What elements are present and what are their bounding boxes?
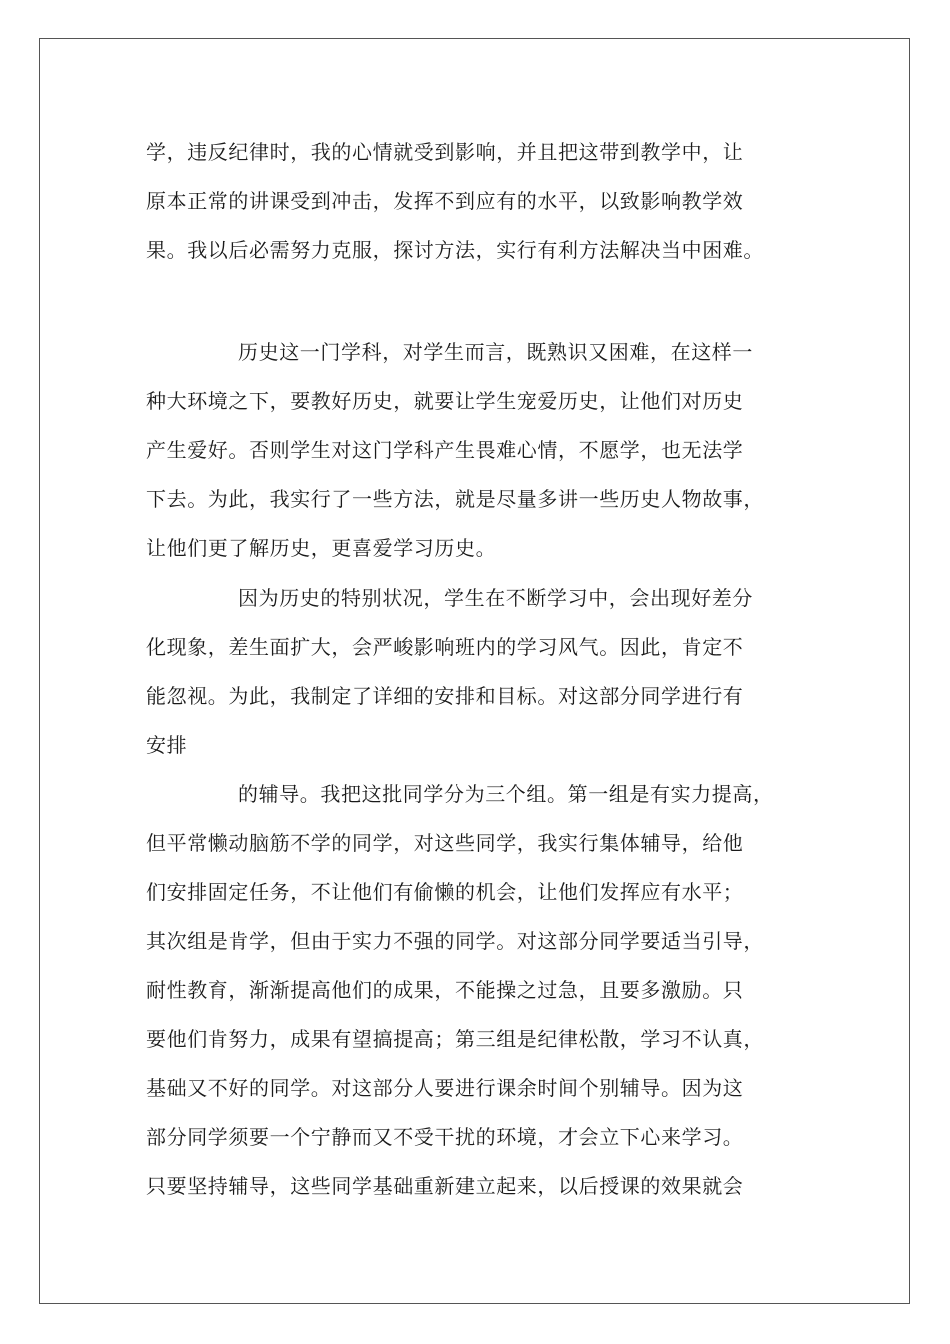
paragraph-student-differences bbox=[146, 574, 826, 770]
text-line: 种大环境之下，要教好历史，就要让学生宠爱历史，让他们对历史 bbox=[146, 389, 744, 413]
text-line: 基础又不好的同学。对这部分人要进行课余时间个别辅导。因为这 bbox=[146, 1076, 744, 1100]
text-line: 能忽视。为此，我制定了详细的安排和目标。对这部分同学进行有 bbox=[146, 684, 744, 708]
text-line: 让他们更了解历史，更喜爱学习历史。 bbox=[146, 536, 497, 560]
text-line: 果。我以后必需努力克服，探讨方法，实行有利方法解决当中困难。 bbox=[146, 238, 764, 262]
text-line: 耐性教育，渐渐提高他们的成果，不能操之过急，且要多激励。只 bbox=[146, 978, 744, 1002]
text-line: 原本正常的讲课受到冲击，发挥不到应有的水平，以致影响教学效 bbox=[146, 189, 744, 213]
text-line: 历史这一门学科，对学生而言，既熟识又困难，在这样一 bbox=[238, 340, 753, 364]
text-line: 产生爱好。否则学生对这门学科产生畏难心情，不愿学，也无法学 bbox=[146, 438, 744, 462]
text-line: 其次组是肯学，但由于实力不强的同学。对这部分同学要适当引导， bbox=[146, 929, 764, 953]
paragraph-tutoring-groups bbox=[146, 770, 826, 1211]
text-line: 安排 bbox=[146, 733, 188, 757]
text-line: 学，违反纪律时，我的心情就受到影响，并且把这带到教学中，让 bbox=[146, 140, 744, 164]
text-line: 的辅导。我把这批同学分为三个组。第一组是有实力提高， bbox=[238, 782, 774, 806]
text-line: 只要坚持辅导，这些同学基础重新建立起来，以后授课的效果就会 bbox=[146, 1174, 744, 1198]
text-line: 要他们肯努力，成果有望搞提高；第三组是纪律松散，学习不认真， bbox=[146, 1027, 764, 1051]
paragraph-continuation bbox=[146, 128, 826, 275]
paragraph-history-interest bbox=[146, 328, 826, 573]
text-line: 因为历史的特别状况，学生在不断学习中，会出现好差分 bbox=[238, 586, 753, 610]
text-line: 下去。为此，我实行了一些方法，就是尽量多讲一些历史人物故事， bbox=[146, 487, 764, 511]
text-line: 化现象，差生面扩大，会严峻影响班内的学习风气。因此，肯定不 bbox=[146, 635, 744, 659]
text-line: 们安排固定任务，不让他们有偷懒的机会，让他们发挥应有水平； bbox=[146, 880, 744, 904]
text-line: 部分同学须要一个宁静而又不受干扰的环境，才会立下心来学习。 bbox=[146, 1125, 744, 1149]
text-line: 但平常懒动脑筋不学的同学，对这些同学，我实行集体辅导，给他 bbox=[146, 831, 744, 855]
